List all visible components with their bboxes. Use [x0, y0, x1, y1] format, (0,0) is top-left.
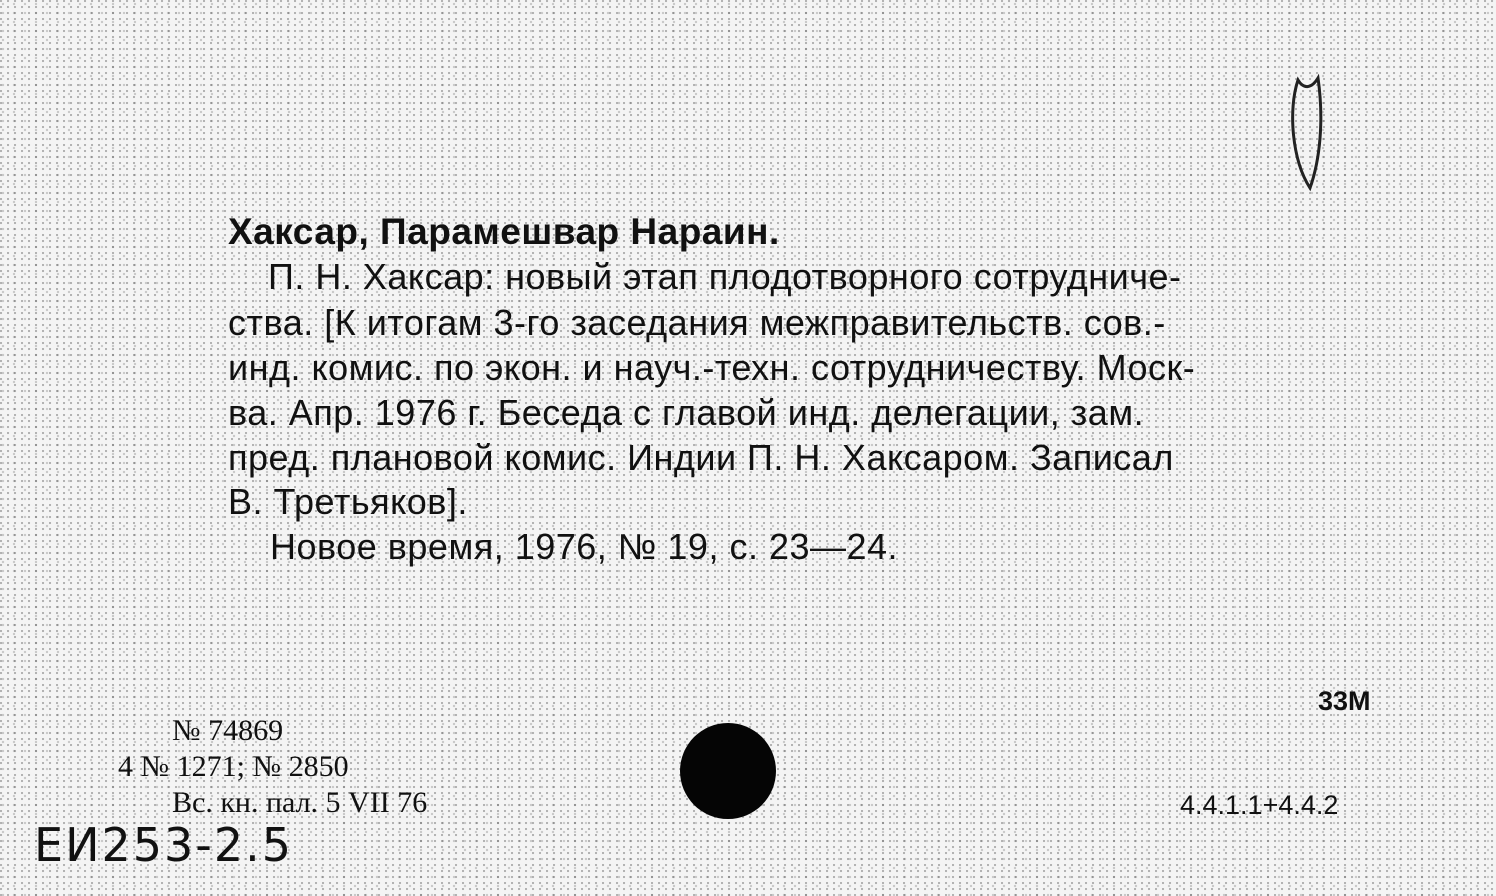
body-line-2: ства. [К итогам 3-го заседания межправительств. сов.-: [228, 302, 1166, 343]
punch-hole: [680, 723, 776, 819]
body-line-3: инд. комис. по экон. и науч.-техн. сотрудничеству. Моск-: [228, 347, 1196, 388]
card-heading: Хаксар, Парамешвар Нараин.: [228, 211, 780, 252]
record-reference: 4 № 1271; № 2850: [118, 750, 349, 783]
code-right: 33М: [1318, 686, 1371, 716]
record-date: Вс. кн. пал. 5 VII 76: [172, 786, 428, 819]
body-line-6: В. Третьяков].: [228, 481, 468, 522]
handwritten-code: ЕИ253-2.5: [34, 818, 294, 872]
classification-code: 4.4.1.1+4.4.2: [1180, 790, 1339, 820]
source-citation: Новое время, 1976, № 19, с. 23—24.: [270, 526, 899, 567]
pencil-mark-icon: [1280, 70, 1340, 200]
record-number: № 74869: [172, 714, 284, 747]
body-line-1: П. Н. Хаксар: новый этап плодотворного сотрудниче-: [268, 256, 1182, 297]
body-line-5: пред. плановой комис. Индии П. Н. Хаксаром. Записал: [228, 437, 1174, 478]
body-line-4: ва. Апр. 1976 г. Беседа с главой инд. делегации, зам.: [228, 392, 1145, 433]
